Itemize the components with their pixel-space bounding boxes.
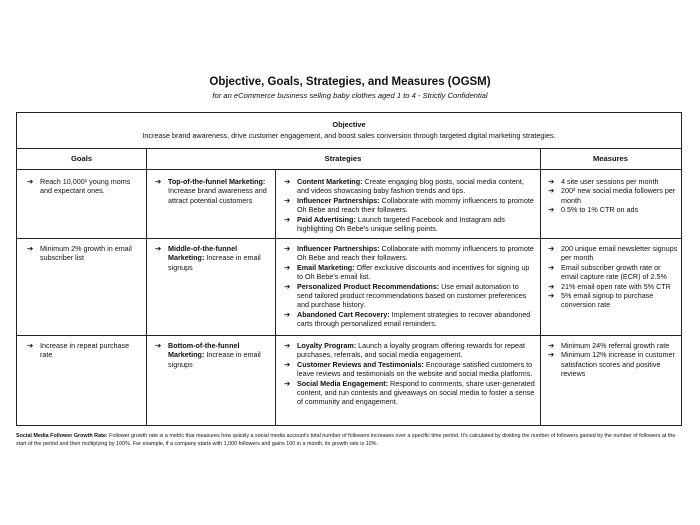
tactic-text: Launch targeted Facebook and Instagram ads highlighting Oh Bebe's unique selling points. <box>297 214 505 234</box>
arrow-icon: ➔ <box>548 177 555 186</box>
objective-text: Increase brand awareness, drive customer engagement, and boost sales conversion through targeted digital marketing strategies. <box>142 131 556 140</box>
measures-cell <box>548 341 678 379</box>
ogsm-table <box>16 112 682 426</box>
arrow-icon: ➔ <box>27 177 34 186</box>
strategy-text: Increase in email signups <box>168 350 261 369</box>
tactic-label: Influencer Partnerships: <box>297 244 380 253</box>
measure-text: 5% email signup to purchase conversion rate <box>561 291 654 310</box>
tactic-text: Respond to comments, share user-generated content, and run contests and giveaways on social media to foster a sense of community and engagement. <box>297 378 535 407</box>
objective-section <box>17 113 681 149</box>
arrow-icon: ➔ <box>548 262 555 272</box>
tactic-label: Social Media Engagement: <box>297 378 389 388</box>
arrow-icon: ➔ <box>284 359 291 369</box>
list-item <box>155 177 273 205</box>
list-item <box>548 350 678 378</box>
arrow-icon: ➔ <box>548 244 555 253</box>
document-title: Objective, Goals, Strategies, and Measures (OGSM) <box>209 76 491 88</box>
tactic-label: Personalized Product Recommendations: <box>297 281 440 291</box>
measure-text: Minimum 12% increase in customer satisfaction scores and positive reviews <box>561 350 675 379</box>
tactic-text: Launch a loyalty program offering rewards for repeat purchases, referrals, and social media engagement. <box>297 341 525 360</box>
goal-text: Increase in repeat purchase rate <box>40 341 130 360</box>
tactic-text: Create engaging blog posts, social media content, and videos showcasing baby fashion trends and tips. <box>297 177 524 196</box>
tactics-cell <box>284 341 536 407</box>
strategies-header: Strategies <box>146 148 540 170</box>
tactic-label: Influencer Partnerships: <box>297 195 380 205</box>
tactic-label: Loyalty Program: <box>297 341 357 350</box>
list-item <box>284 177 536 196</box>
goal-text: Minimum 2% growth in email subscriber list <box>40 244 132 263</box>
list-item <box>548 341 678 350</box>
tactic-label: Abandoned Cart Recovery: <box>297 309 390 319</box>
goal-text: Reach 10,000¹ young moms and expectant ones. <box>40 177 131 196</box>
arrow-icon: ➔ <box>155 177 162 186</box>
arrow-icon: ➔ <box>548 341 555 350</box>
arrow-icon: ➔ <box>548 205 555 215</box>
goal-cell <box>27 177 141 196</box>
list-item <box>548 244 678 263</box>
document-subtitle: for an eCommerce business selling baby clothes aged 1 to 4 - Strictly Confidential <box>212 91 488 100</box>
measure-text: 0.5% to 1% CTR on ads <box>561 205 639 215</box>
arrow-icon: ➔ <box>284 281 291 291</box>
list-item <box>284 310 536 329</box>
list-item <box>284 263 536 282</box>
measures-header: Measures <box>540 148 681 170</box>
list-item <box>155 244 273 272</box>
row-divider <box>17 335 681 336</box>
strategy-cell <box>155 244 273 272</box>
list-item <box>27 244 141 263</box>
list-item <box>155 341 273 369</box>
strategy-title: Top-of-the-funnel Marketing: <box>168 177 266 186</box>
arrow-icon: ➔ <box>284 177 291 186</box>
footnote-text: Follower growth rate is a metric that measures how quickly a social media account's total number of followers increases over a specific time period. It's calculated by dividing the number of followers gained by the number of followers at the start of the period and then multiplying by 100%. For example, if a company starts with 1,000 followers and gains 100 in a month, its growth rate is 10%. <box>16 433 676 447</box>
goal-cell <box>27 244 141 263</box>
tactic-text: Encourage satisfied customers to leave reviews and testimonials on the website and social media platforms. <box>297 359 533 379</box>
arrow-icon: ➔ <box>27 244 34 253</box>
strategy-title: Middle-of-the-funnel Marketing: <box>168 244 238 263</box>
footnote-label: Social Media Follower Growth Rate: <box>16 433 108 439</box>
list-item <box>284 282 536 310</box>
arrow-icon: ➔ <box>548 350 555 360</box>
column-divider <box>146 148 147 425</box>
tactic-text: Collaborate with mommy influencers to promote Oh Bebe and reach their followers. <box>297 244 534 263</box>
footnote <box>16 433 684 448</box>
arrow-icon: ➔ <box>284 244 291 253</box>
arrow-icon: ➔ <box>155 341 162 350</box>
tactic-text: Implement strategies to recover abandoned carts through personalized email reminders. <box>297 309 531 329</box>
list-item <box>284 244 536 263</box>
column-divider <box>275 170 276 425</box>
tactic-label: Email Marketing: <box>297 262 355 272</box>
measure-text: 4 site user sessions per month <box>561 177 659 186</box>
tactic-text: Offer exclusive discounts and incentives for signing up to Oh Bebe's email list. <box>297 262 530 282</box>
arrow-icon: ➔ <box>155 244 162 253</box>
list-item <box>548 282 678 291</box>
list-item <box>284 196 536 215</box>
goals-header: Goals <box>17 148 146 170</box>
arrow-icon: ➔ <box>284 378 291 388</box>
arrow-icon: ➔ <box>548 281 555 291</box>
list-item <box>284 341 536 360</box>
list-item <box>27 177 141 196</box>
arrow-icon: ➔ <box>284 341 291 350</box>
goal-cell <box>27 341 141 360</box>
list-item <box>548 263 678 282</box>
strategy-text: Increase brand awareness and attract potential customers <box>168 186 267 205</box>
measures-cell <box>548 177 678 215</box>
list-item <box>548 186 678 205</box>
arrow-icon: ➔ <box>548 186 555 196</box>
strategy-text: Increase in email signups <box>168 253 261 272</box>
list-item <box>548 205 678 214</box>
tactic-text: Collaborate with mommy influencers to promote Oh Bebe and reach their followers. <box>297 195 534 215</box>
tactic-label: Content Marketing: <box>297 177 363 186</box>
list-item <box>548 177 678 186</box>
tactic-label: Customer Reviews and Testimonials: <box>297 359 424 369</box>
tactics-cell <box>284 177 536 233</box>
measure-text: Minimum 24% referral growth rate <box>561 341 670 350</box>
tactic-label: Paid Advertising: <box>297 214 356 224</box>
list-item <box>27 341 141 360</box>
measure-text: Email subscriber growth rate or email capture rate (ECR) of 2.5% <box>561 262 667 282</box>
list-item <box>284 215 536 234</box>
measure-text: 200² new social media followers per month <box>561 186 676 205</box>
column-divider <box>540 148 541 425</box>
arrow-icon: ➔ <box>548 291 555 301</box>
arrow-icon: ➔ <box>284 262 291 272</box>
arrow-icon: ➔ <box>284 309 291 319</box>
arrow-icon: ➔ <box>284 214 291 224</box>
arrow-icon: ➔ <box>284 195 291 205</box>
strategy-title: Bottom-of-the-funnel Marketing: <box>168 341 240 360</box>
tactics-cell <box>284 244 536 329</box>
measures-cell <box>548 244 678 310</box>
list-item <box>548 291 678 310</box>
measure-text: 200 unique email newsletter signups per month <box>561 244 678 263</box>
list-item <box>284 360 536 379</box>
strategy-cell <box>155 177 273 205</box>
row-divider <box>17 238 681 239</box>
objective-heading: Objective <box>332 120 366 129</box>
arrow-icon: ➔ <box>27 341 34 350</box>
measure-text: 21% email open rate with 5% CTR <box>561 281 671 291</box>
strategy-cell <box>155 341 273 369</box>
list-item <box>284 379 536 407</box>
tactic-text: Use email automation to send tailored product recommendations based on customer preferences and purchase history. <box>297 281 527 310</box>
